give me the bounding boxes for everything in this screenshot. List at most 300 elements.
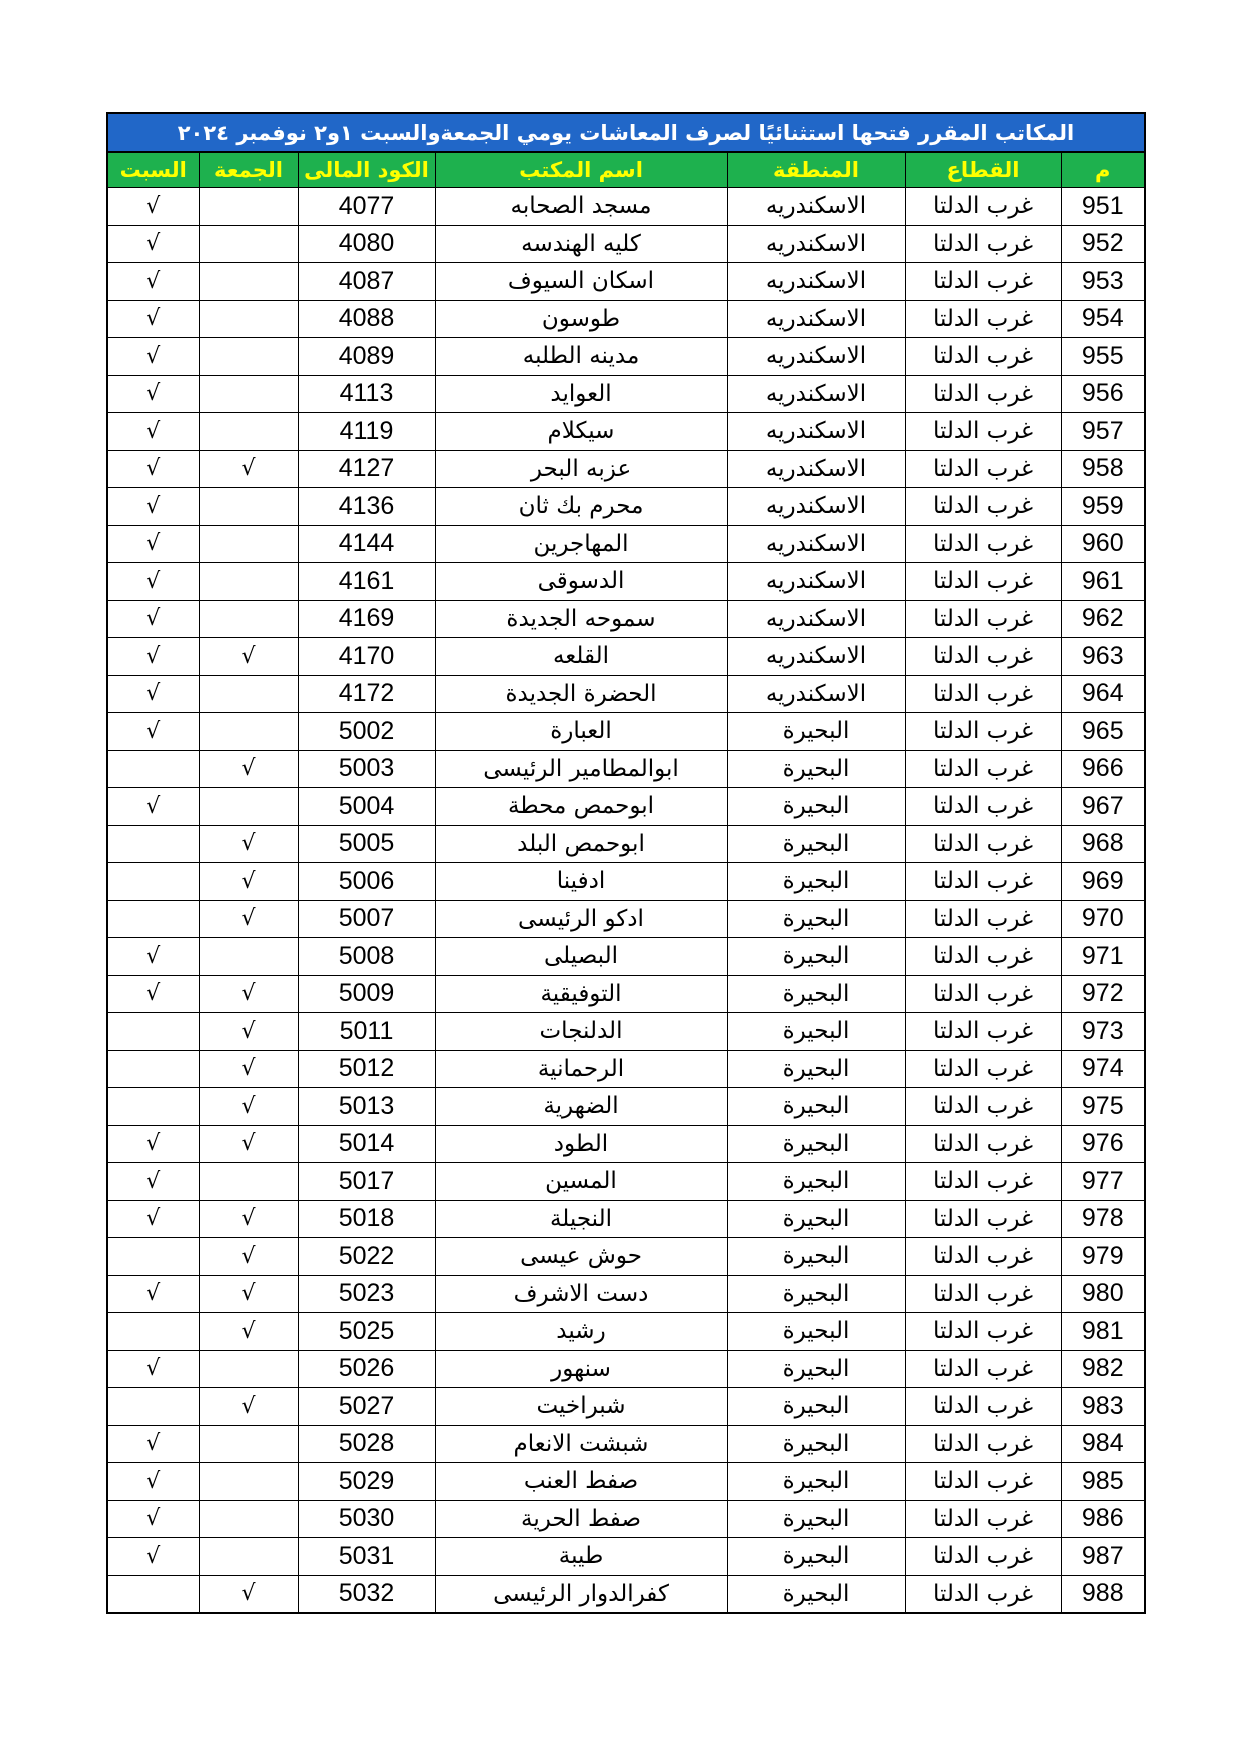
cell-sector: غرب الدلتا	[905, 788, 1061, 826]
cell-friday	[199, 600, 298, 638]
cell-saturday: √	[107, 1463, 199, 1501]
cell-region: البحيرة	[727, 938, 905, 976]
cell-num: 970	[1061, 900, 1145, 938]
cell-friday: √	[199, 1313, 298, 1351]
table-row	[107, 563, 1145, 601]
cell-office: شبراخيت	[435, 1388, 727, 1426]
table-row	[107, 1200, 1145, 1238]
cell-code: 5004	[298, 788, 435, 826]
cell-saturday	[107, 825, 199, 863]
table-row	[107, 488, 1145, 526]
table-row	[107, 1350, 1145, 1388]
cell-office: ابوحمص محطة	[435, 788, 727, 826]
cell-office: مدينه الطلبه	[435, 338, 727, 376]
cell-friday: √	[199, 1238, 298, 1276]
cell-office: مسجد الصحابه	[435, 188, 727, 226]
cell-region: الاسكندريه	[727, 413, 905, 451]
table-row	[107, 413, 1145, 451]
cell-friday: √	[199, 1088, 298, 1126]
cell-friday	[199, 1425, 298, 1463]
cell-region: البحيرة	[727, 1238, 905, 1276]
header-region: المنطقة	[727, 152, 905, 188]
cell-friday	[199, 1350, 298, 1388]
cell-sector: غرب الدلتا	[905, 1575, 1061, 1613]
cell-num: 988	[1061, 1575, 1145, 1613]
cell-num: 983	[1061, 1388, 1145, 1426]
cell-friday	[199, 788, 298, 826]
cell-num: 981	[1061, 1313, 1145, 1351]
cell-region: البحيرة	[727, 1013, 905, 1051]
cell-friday: √	[199, 1575, 298, 1613]
cell-friday: √	[199, 1275, 298, 1313]
table-row	[107, 825, 1145, 863]
cell-code: 4080	[298, 225, 435, 263]
cell-sector: غرب الدلتا	[905, 300, 1061, 338]
table-row	[107, 1050, 1145, 1088]
cell-friday	[199, 563, 298, 601]
cell-saturday	[107, 1050, 199, 1088]
cell-num: 954	[1061, 300, 1145, 338]
table-row	[107, 863, 1145, 901]
cell-code: 5028	[298, 1425, 435, 1463]
cell-saturday: √	[107, 488, 199, 526]
cell-num: 967	[1061, 788, 1145, 826]
cell-code: 5003	[298, 750, 435, 788]
cell-office: العوايد	[435, 375, 727, 413]
cell-code: 5006	[298, 863, 435, 901]
cell-saturday: √	[107, 1125, 199, 1163]
cell-code: 4161	[298, 563, 435, 601]
cell-code: 5023	[298, 1275, 435, 1313]
cell-num: 966	[1061, 750, 1145, 788]
table-row	[107, 450, 1145, 488]
cell-office: ادفينا	[435, 863, 727, 901]
cell-office: ابوالمطامير الرئيسى	[435, 750, 727, 788]
cell-num: 959	[1061, 488, 1145, 526]
table-title: المكاتب المقرر فتحها استثنائيًا لصرف المعاشات يومي الجمعةوالسبت ١و٢ نوفمبر ٢٠٢٤	[107, 113, 1145, 152]
table-row	[107, 1388, 1145, 1426]
header-office: اسم المكتب	[435, 152, 727, 188]
cell-num: 960	[1061, 525, 1145, 563]
cell-num: 971	[1061, 938, 1145, 976]
cell-friday: √	[199, 1388, 298, 1426]
cell-region: الاسكندريه	[727, 488, 905, 526]
cell-saturday	[107, 1088, 199, 1126]
cell-saturday: √	[107, 1425, 199, 1463]
cell-region: الاسكندريه	[727, 450, 905, 488]
cell-sector: غرب الدلتا	[905, 563, 1061, 601]
cell-saturday: √	[107, 1200, 199, 1238]
table-row	[107, 188, 1145, 226]
cell-region: البحيرة	[727, 1350, 905, 1388]
cell-region: البحيرة	[727, 1463, 905, 1501]
cell-sector: غرب الدلتا	[905, 675, 1061, 713]
cell-sector: غرب الدلتا	[905, 450, 1061, 488]
cell-saturday	[107, 1388, 199, 1426]
cell-region: الاسكندريه	[727, 188, 905, 226]
cell-num: 979	[1061, 1238, 1145, 1276]
cell-saturday: √	[107, 600, 199, 638]
cell-office: المهاجرين	[435, 525, 727, 563]
cell-sector: غرب الدلتا	[905, 825, 1061, 863]
cell-office: ابوحمص البلد	[435, 825, 727, 863]
table-row	[107, 750, 1145, 788]
cell-region: البحيرة	[727, 1538, 905, 1576]
cell-office: الدلنجات	[435, 1013, 727, 1051]
cell-saturday	[107, 1013, 199, 1051]
cell-office: التوفيقية	[435, 975, 727, 1013]
cell-num: 977	[1061, 1163, 1145, 1201]
cell-saturday: √	[107, 675, 199, 713]
cell-sector: غرب الدلتا	[905, 263, 1061, 301]
cell-num: 958	[1061, 450, 1145, 488]
table-row	[107, 338, 1145, 376]
cell-code: 5031	[298, 1538, 435, 1576]
cell-office: صفط الحرية	[435, 1500, 727, 1538]
cell-code: 4077	[298, 188, 435, 226]
cell-sector: غرب الدلتا	[905, 900, 1061, 938]
cell-region: الاسكندريه	[727, 600, 905, 638]
cell-region: البحيرة	[727, 1200, 905, 1238]
cell-sector: غرب الدلتا	[905, 225, 1061, 263]
cell-code: 4113	[298, 375, 435, 413]
cell-code: 4172	[298, 675, 435, 713]
cell-num: 956	[1061, 375, 1145, 413]
cell-sector: غرب الدلتا	[905, 525, 1061, 563]
cell-office: اسكان السيوف	[435, 263, 727, 301]
cell-office: سيكلام	[435, 413, 727, 451]
cell-sector: غرب الدلتا	[905, 1200, 1061, 1238]
cell-friday	[199, 525, 298, 563]
cell-code: 5014	[298, 1125, 435, 1163]
cell-saturday	[107, 750, 199, 788]
cell-sector: غرب الدلتا	[905, 713, 1061, 751]
cell-sector: غرب الدلتا	[905, 1350, 1061, 1388]
cell-region: الاسكندريه	[727, 225, 905, 263]
cell-saturday: √	[107, 1275, 199, 1313]
cell-office: صفط العنب	[435, 1463, 727, 1501]
cell-code: 5029	[298, 1463, 435, 1501]
cell-office: الحضرة الجديدة	[435, 675, 727, 713]
header-saturday: السبت	[107, 152, 199, 188]
cell-num: 978	[1061, 1200, 1145, 1238]
cell-num: 965	[1061, 713, 1145, 751]
table-row	[107, 600, 1145, 638]
cell-office: حوش عيسى	[435, 1238, 727, 1276]
cell-sector: غرب الدلتا	[905, 1238, 1061, 1276]
cell-region: الاسكندريه	[727, 563, 905, 601]
cell-sector: غرب الدلتا	[905, 863, 1061, 901]
cell-code: 5017	[298, 1163, 435, 1201]
cell-region: البحيرة	[727, 1088, 905, 1126]
cell-num: 973	[1061, 1013, 1145, 1051]
cell-sector: غرب الدلتا	[905, 750, 1061, 788]
cell-saturday: √	[107, 1500, 199, 1538]
cell-friday	[199, 300, 298, 338]
cell-region: البحيرة	[727, 975, 905, 1013]
cell-region: البحيرة	[727, 1575, 905, 1613]
cell-office: القلعه	[435, 638, 727, 676]
cell-code: 5032	[298, 1575, 435, 1613]
cell-num: 984	[1061, 1425, 1145, 1463]
cell-code: 5027	[298, 1388, 435, 1426]
cell-sector: غرب الدلتا	[905, 1463, 1061, 1501]
cell-region: البحيرة	[727, 713, 905, 751]
table-row	[107, 1463, 1145, 1501]
table-row	[107, 1013, 1145, 1051]
table-row	[107, 638, 1145, 676]
table-row	[107, 1575, 1145, 1613]
cell-friday: √	[199, 1050, 298, 1088]
cell-region: البحيرة	[727, 750, 905, 788]
cell-num: 986	[1061, 1500, 1145, 1538]
cell-code: 5030	[298, 1500, 435, 1538]
cell-saturday: √	[107, 1538, 199, 1576]
cell-friday: √	[199, 750, 298, 788]
cell-sector: غرب الدلتا	[905, 338, 1061, 376]
cell-num: 976	[1061, 1125, 1145, 1163]
cell-friday	[199, 675, 298, 713]
cell-code: 4087	[298, 263, 435, 301]
cell-saturday: √	[107, 563, 199, 601]
table-row	[107, 975, 1145, 1013]
table-row	[107, 713, 1145, 751]
cell-saturday: √	[107, 300, 199, 338]
cell-num: 982	[1061, 1350, 1145, 1388]
table-row	[107, 525, 1145, 563]
cell-code: 5007	[298, 900, 435, 938]
cell-num: 987	[1061, 1538, 1145, 1576]
cell-num: 955	[1061, 338, 1145, 376]
table-row	[107, 788, 1145, 826]
cell-saturday	[107, 900, 199, 938]
cell-friday	[199, 713, 298, 751]
cell-office: طوسون	[435, 300, 727, 338]
cell-sector: غرب الدلتا	[905, 1388, 1061, 1426]
table-row	[107, 1538, 1145, 1576]
cell-region: البحيرة	[727, 1050, 905, 1088]
cell-region: الاسكندريه	[727, 525, 905, 563]
cell-sector: غرب الدلتا	[905, 600, 1061, 638]
cell-region: الاسكندريه	[727, 675, 905, 713]
cell-saturday: √	[107, 450, 199, 488]
cell-code: 5026	[298, 1350, 435, 1388]
cell-saturday	[107, 1313, 199, 1351]
cell-num: 962	[1061, 600, 1145, 638]
table-row	[107, 1125, 1145, 1163]
cell-office: العبارة	[435, 713, 727, 751]
cell-sector: غرب الدلتا	[905, 375, 1061, 413]
cell-sector: غرب الدلتا	[905, 938, 1061, 976]
cell-office: الضهرية	[435, 1088, 727, 1126]
cell-region: البحيرة	[727, 1275, 905, 1313]
header-sector: القطاع	[905, 152, 1061, 188]
cell-friday: √	[199, 975, 298, 1013]
cell-friday	[199, 1500, 298, 1538]
cell-region: البحيرة	[727, 825, 905, 863]
cell-office: دست الاشرف	[435, 1275, 727, 1313]
cell-code: 5008	[298, 938, 435, 976]
cell-sector: غرب الدلتا	[905, 1275, 1061, 1313]
cell-region: الاسكندريه	[727, 338, 905, 376]
cell-office: سموحه الجديدة	[435, 600, 727, 638]
cell-friday: √	[199, 900, 298, 938]
cell-friday: √	[199, 1125, 298, 1163]
cell-saturday: √	[107, 188, 199, 226]
table-row	[107, 1425, 1145, 1463]
cell-sector: غرب الدلتا	[905, 1163, 1061, 1201]
cell-num: 972	[1061, 975, 1145, 1013]
cell-num: 968	[1061, 825, 1145, 863]
cell-friday: √	[199, 1200, 298, 1238]
cell-sector: غرب الدلتا	[905, 1013, 1061, 1051]
cell-code: 4144	[298, 525, 435, 563]
table-body	[107, 188, 1145, 1614]
cell-friday	[199, 188, 298, 226]
cell-saturday: √	[107, 1350, 199, 1388]
cell-code: 5022	[298, 1238, 435, 1276]
cell-sector: غرب الدلتا	[905, 413, 1061, 451]
cell-office: رشيد	[435, 1313, 727, 1351]
cell-saturday: √	[107, 413, 199, 451]
cell-num: 974	[1061, 1050, 1145, 1088]
cell-code: 4169	[298, 600, 435, 638]
cell-sector: غرب الدلتا	[905, 1088, 1061, 1126]
table-row	[107, 225, 1145, 263]
cell-region: البحيرة	[727, 788, 905, 826]
cell-code: 5013	[298, 1088, 435, 1126]
offices-table	[106, 112, 1146, 1614]
cell-code: 4127	[298, 450, 435, 488]
cell-office: الطود	[435, 1125, 727, 1163]
cell-region: البحيرة	[727, 1125, 905, 1163]
cell-friday	[199, 375, 298, 413]
cell-region: البحيرة	[727, 1500, 905, 1538]
cell-num: 952	[1061, 225, 1145, 263]
table-row	[107, 375, 1145, 413]
cell-num: 969	[1061, 863, 1145, 901]
cell-num: 961	[1061, 563, 1145, 601]
cell-sector: غرب الدلتا	[905, 1500, 1061, 1538]
cell-saturday: √	[107, 375, 199, 413]
table-row	[107, 1500, 1145, 1538]
cell-region: الاسكندريه	[727, 638, 905, 676]
cell-office: كفرالدوار الرئيسى	[435, 1575, 727, 1613]
cell-code: 5025	[298, 1313, 435, 1351]
cell-num: 951	[1061, 188, 1145, 226]
cell-region: البحيرة	[727, 1388, 905, 1426]
table-row	[107, 900, 1145, 938]
cell-office: كليه الهندسه	[435, 225, 727, 263]
cell-code: 4089	[298, 338, 435, 376]
cell-friday: √	[199, 863, 298, 901]
table-row	[107, 1163, 1145, 1201]
cell-sector: غرب الدلتا	[905, 1538, 1061, 1576]
cell-office: الدسوقى	[435, 563, 727, 601]
cell-saturday: √	[107, 225, 199, 263]
cell-friday: √	[199, 638, 298, 676]
cell-office: النجيلة	[435, 1200, 727, 1238]
cell-friday: √	[199, 450, 298, 488]
cell-sector: غرب الدلتا	[905, 1313, 1061, 1351]
cell-sector: غرب الدلتا	[905, 488, 1061, 526]
header-friday: الجمعة	[199, 152, 298, 188]
header-num: م	[1061, 152, 1145, 188]
cell-office: المسين	[435, 1163, 727, 1201]
table-row	[107, 1275, 1145, 1313]
cell-office: البصيلى	[435, 938, 727, 976]
cell-friday	[199, 488, 298, 526]
table-row	[107, 675, 1145, 713]
cell-friday: √	[199, 825, 298, 863]
cell-region: البحيرة	[727, 1425, 905, 1463]
cell-friday	[199, 413, 298, 451]
header-code: الكود المالى	[298, 152, 435, 188]
cell-code: 4136	[298, 488, 435, 526]
cell-code: 5009	[298, 975, 435, 1013]
cell-saturday: √	[107, 975, 199, 1013]
cell-office: عزبه البحر	[435, 450, 727, 488]
cell-saturday: √	[107, 788, 199, 826]
cell-code: 5011	[298, 1013, 435, 1051]
cell-saturday: √	[107, 938, 199, 976]
cell-sector: غرب الدلتا	[905, 188, 1061, 226]
cell-friday	[199, 225, 298, 263]
cell-num: 963	[1061, 638, 1145, 676]
cell-code: 5018	[298, 1200, 435, 1238]
cell-num: 957	[1061, 413, 1145, 451]
cell-num: 953	[1061, 263, 1145, 301]
cell-region: البحيرة	[727, 1313, 905, 1351]
cell-region: البحيرة	[727, 863, 905, 901]
cell-sector: غرب الدلتا	[905, 975, 1061, 1013]
cell-saturday	[107, 863, 199, 901]
cell-code: 5012	[298, 1050, 435, 1088]
header-row	[107, 152, 1145, 188]
cell-num: 980	[1061, 1275, 1145, 1313]
cell-saturday: √	[107, 263, 199, 301]
cell-code: 4170	[298, 638, 435, 676]
cell-saturday: √	[107, 338, 199, 376]
cell-code: 4088	[298, 300, 435, 338]
cell-friday	[199, 263, 298, 301]
table-row	[107, 1313, 1145, 1351]
cell-office: محرم بك ثان	[435, 488, 727, 526]
cell-sector: غرب الدلتا	[905, 638, 1061, 676]
cell-office: ادكو الرئيسى	[435, 900, 727, 938]
table-row	[107, 938, 1145, 976]
cell-saturday	[107, 1238, 199, 1276]
cell-friday	[199, 338, 298, 376]
cell-saturday	[107, 1575, 199, 1613]
cell-office: طيبة	[435, 1538, 727, 1576]
cell-sector: غرب الدلتا	[905, 1425, 1061, 1463]
cell-saturday: √	[107, 525, 199, 563]
cell-friday	[199, 938, 298, 976]
cell-region: الاسكندريه	[727, 300, 905, 338]
cell-sector: غرب الدلتا	[905, 1050, 1061, 1088]
cell-office: شبشت الانعام	[435, 1425, 727, 1463]
cell-friday: √	[199, 1013, 298, 1051]
cell-region: الاسكندريه	[727, 375, 905, 413]
cell-num: 975	[1061, 1088, 1145, 1126]
cell-saturday: √	[107, 1163, 199, 1201]
cell-code: 5002	[298, 713, 435, 751]
cell-saturday: √	[107, 638, 199, 676]
table-row	[107, 1088, 1145, 1126]
cell-saturday: √	[107, 713, 199, 751]
cell-office: الرحمانية	[435, 1050, 727, 1088]
